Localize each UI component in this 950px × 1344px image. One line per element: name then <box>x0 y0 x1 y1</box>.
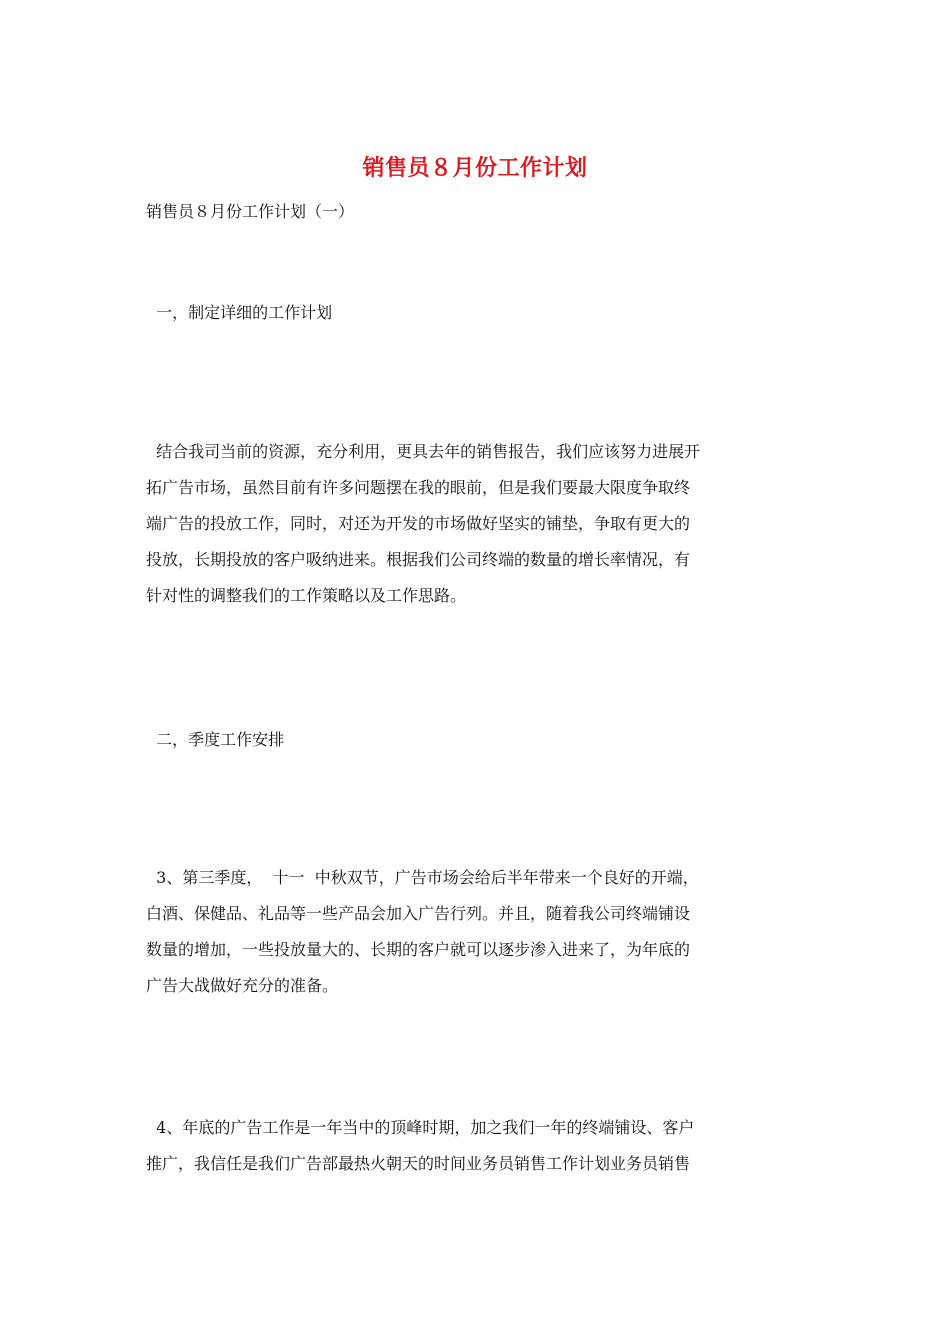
paragraph-line: 白酒、保健品、礼品等一些产品会加入广告行列。并且，随着我公司终端铺设 <box>146 904 691 923</box>
paragraph-line: 结合我司当前的资源，充分利用，更具去年的销售报告，我们应该努力进展开 <box>146 442 701 461</box>
document-subtitle: 销售员８月份工作计划（一） <box>146 202 355 221</box>
section-heading-2: 二，季度工作安排 <box>146 730 285 749</box>
paragraph-item-3 <box>146 860 806 1004</box>
paragraph-line: 针对性的调整我们的工作策略以及工作思路。 <box>146 586 467 605</box>
paragraph-line: 数量的增加，一些投放量大的、长期的客户就可以逐步渗入进来了，为年底的 <box>146 940 691 959</box>
paragraph-line: 广告大战做好充分的准备。 <box>146 976 339 995</box>
section-heading-1: 一，制定详细的工作计划 <box>146 303 333 322</box>
paragraph-line: 3、第三季度， 十一 中秋双节，广告市场会给后半年带来一个良好的开端， <box>146 868 699 887</box>
paragraph-line: 4、年底的广告工作是一年当中的顶峰时期，加之我们一年的终端铺设、客户 <box>146 1118 695 1137</box>
paragraph-line: 推广，我信任是我们广告部最热火朝天的时间业务员销售工作计划业务员销售 <box>146 1154 691 1173</box>
paragraph-line: 端广告的投放工作，同时，对还为开发的市场做好坚实的铺垫，争取有更大的 <box>146 514 691 533</box>
paragraph-line: 投放，长期投放的客户吸纳进来。根据我们公司终端的数量的增长率情况，有 <box>146 550 691 569</box>
paragraph-1 <box>146 434 806 614</box>
paragraph-line: 拓广告市场，虽然目前有许多问题摆在我的眼前，但是我们要最大限度争取终 <box>146 478 691 497</box>
document-title: 销售员８月份工作计划 <box>362 155 588 181</box>
paragraph-item-4 <box>146 1110 806 1182</box>
